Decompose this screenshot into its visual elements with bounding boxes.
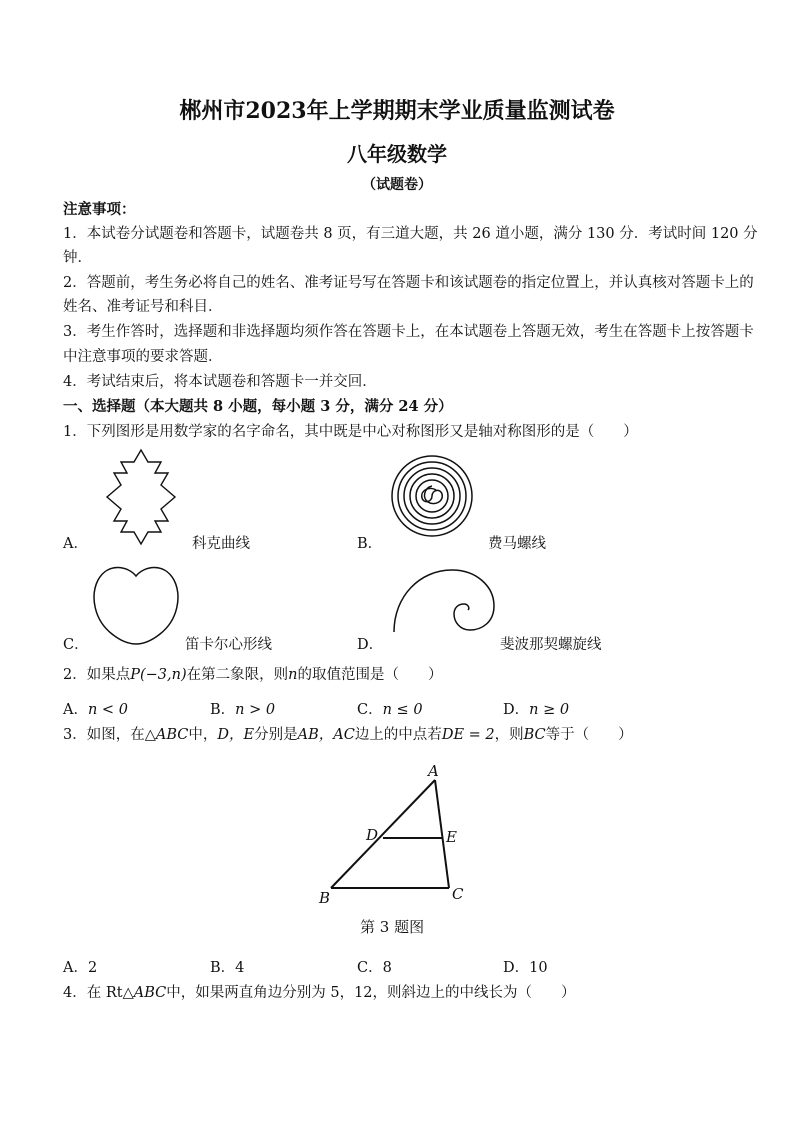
q1-option-d-name: 斐波那契螺旋线: [500, 637, 602, 653]
vertex-label-d: D: [366, 826, 379, 844]
vertex-label-b: B: [319, 889, 331, 907]
vertex-label-c: C: [452, 885, 464, 903]
koch-snowflake-figure: [96, 448, 186, 546]
q3-figure-caption: 第 3 题图: [360, 918, 425, 936]
q1-option-a-name: 科克曲线: [192, 536, 250, 552]
q1-stem: 1．下列图形是用数学家的名字命名，其中既是中心对称图形又是轴对称图形的是（ ）: [63, 424, 638, 440]
q1-option-a-letter: A．: [63, 536, 88, 552]
notice-line-7: 4．考试结束后，将本试题卷和答题卡一并交回．: [63, 374, 377, 390]
notice-line-4: 姓名、准考证号和科目．: [63, 299, 223, 315]
q2-option-a: A．n < 0: [63, 702, 128, 718]
q2-point: P(−3,n): [130, 667, 187, 683]
q3-option-a: A．2: [63, 960, 98, 976]
q3-option-d: D．10: [503, 960, 548, 976]
paper-type: （试题卷）: [362, 177, 432, 193]
cardioid-figure: [90, 562, 182, 646]
side-ab: [331, 780, 435, 888]
fibonacci-curve: [394, 570, 494, 632]
fibonacci-spiral-figure: [390, 566, 498, 636]
q2-stem: [63, 664, 442, 686]
q2-var: n: [288, 667, 298, 683]
section-heading: 一、选择题（本大题共 8 小题，每小题 3 分，满分 24 分）: [63, 398, 453, 415]
notice-line-1: 1．本试卷分试题卷和答题卡，试题卷共 8 页，有三道大题，共 26 道小题，满分 130 分．考试时间 120 分: [63, 226, 758, 242]
q2-option-b: B．n > 0: [210, 702, 276, 718]
q3-option-c: C．8: [357, 960, 392, 976]
q2-stem-part-a: 2．如果点: [63, 667, 131, 683]
q4-stem: 4．在 Rt△ABC中，如果两直角边分别为 5，12，则斜边上的中线长为（ ）: [63, 985, 576, 1001]
vertex-label-e: E: [446, 828, 457, 846]
exam-subject: 八年级数学: [347, 142, 447, 166]
fermat-spiral-figure: [388, 454, 476, 538]
q2-stem-part-c: 的取值范围是（ ）: [297, 667, 443, 683]
cardioid-curve: [94, 568, 178, 645]
notice-heading: 注意事项：: [63, 201, 136, 218]
q3-option-b: B．4: [210, 960, 245, 976]
q1-option-c-name: 笛卡尔心形线: [185, 637, 272, 653]
q1-option-b-name: 费马螺线: [488, 536, 546, 552]
notice-line-5: 3．考生作答时，选择题和非选择题均须作答在答题卡上，在本试题卷上答题无效，考生在答题卡上按答题卡: [63, 324, 754, 340]
q2-option-c: C．n ≤ 0: [357, 702, 423, 718]
q2-option-d: D．n ≥ 0: [503, 702, 570, 718]
q1-option-d-letter: D．: [357, 637, 384, 653]
q1-option-c-letter: C．: [63, 637, 89, 653]
notice-line-3: 2．答题前，考生务必将自己的姓名、准考证号写在答题卡和该试题卷的指定位置上，并认真核对答题卡上的: [63, 275, 754, 291]
vertex-label-a: A: [428, 762, 439, 780]
q3-stem: 3．如图，在△ABC中，D，E分别是AB，AC边上的中点若DE = 2，则BC等于（ ）: [63, 727, 633, 743]
exam-title: 郴州市2023年上学期期末学业质量监测试卷: [179, 98, 615, 124]
notice-line-2: 钟．: [63, 250, 92, 266]
notice-line-6: 中注意事项的要求答题．: [63, 349, 223, 365]
q1-option-b-letter: B．: [357, 536, 383, 552]
q2-stem-part-b: 在第二象限，则: [186, 667, 289, 683]
koch-curve: [107, 450, 175, 544]
triangle-figure: [315, 760, 475, 910]
